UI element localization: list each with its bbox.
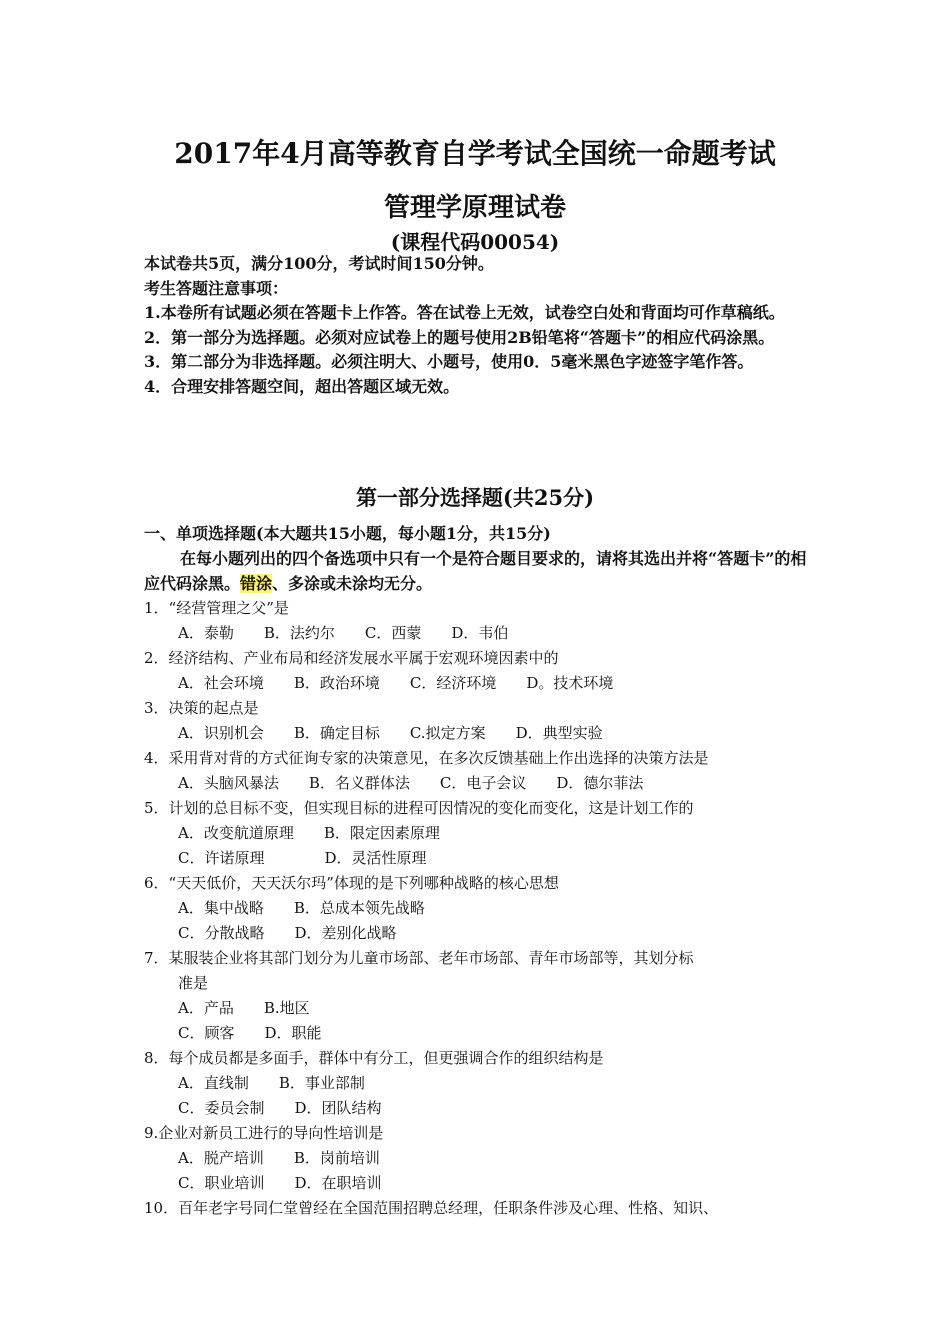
answer-options: C．委员会制 D．团队结构: [178, 1099, 382, 1117]
answer-options: 准是: [178, 974, 209, 992]
note-item: 2．第一部分为选择题。必须对应试卷上的题号使用2B铅笔将“答题卡”的相应代码涂黑。: [144, 327, 775, 347]
exam-title: 2017年4月高等教育自学考试全国统一命题考试: [174, 137, 776, 170]
question-stem: 1．“经营管理之父”是: [144, 599, 289, 617]
note-item: 4．合理安排答题空间，超出答题区域无效。: [144, 376, 460, 396]
answer-options: A．集中战略 B．总成本领先战略: [178, 899, 425, 917]
answer-options: A．改变航道原理 B．限定因素原理: [178, 824, 440, 842]
answer-options: A．泰勒 B．法约尔 C．西蒙 D．韦伯: [178, 624, 509, 642]
answer-options: C．职业培训 D．在职培训: [178, 1174, 382, 1192]
answer-options: A．产品 B.地区: [178, 999, 310, 1017]
question-stem: 4．采用背对背的方式征询专家的决策意见，在多次反馈基础上作出选择的决策方法是: [144, 749, 709, 767]
part1-header: [144, 521, 816, 596]
answer-options: C．顾客 D．职能: [178, 1024, 322, 1042]
question-stem: 3．决策的起点是: [144, 699, 259, 717]
exam-notes: [144, 252, 816, 399]
section-instruction: [144, 546, 816, 596]
note-item: 1.本卷所有试题必须在答题卡上作答。答在试卷上无效，试卷空白处和背面均可作草稿纸。: [144, 303, 785, 322]
highlighted-text: 错涂: [240, 574, 273, 593]
section-heading: 一、单项选择题(本大题共15小题，每小题1分，共15分): [144, 524, 551, 543]
answer-options: A．头脑风暴法 B．名义群体法 C．电子会议 D．德尔菲法: [178, 774, 644, 792]
note-item: 3．第二部分为非选择题。必须注明大、小题号，使用0．5毫米黑色字迹签字笔作答。: [144, 352, 754, 371]
instruction-text: 在每小题列出的四个备选项中只有一个是符合题目要求的，请将其选出并将“答题卡”的相应代码涂黑。: [144, 549, 807, 593]
exam-summary: 本试卷共5页，满分100分，考试时间150分钟。: [144, 254, 494, 273]
question-stem: 8．每个成员都是多面手，群体中有分工，但更强调合作的组织结构是: [144, 1049, 604, 1067]
part1-title: 第一部分选择题(共25分): [355, 485, 595, 510]
question-stem: 6．“天天低价，天天沃尔玛”体现的是下列哪种战略的核心思想: [144, 874, 559, 892]
answer-options: A．社会环境 B．政治环境 C．经济环境 D。技术环境: [178, 674, 614, 692]
question-stem: 9.企业对新员工进行的导向性培训是: [144, 1124, 384, 1142]
subject-title: 管理学原理试卷: [383, 193, 566, 223]
notes-heading: 考生答题注意事项：: [144, 278, 289, 298]
answer-options: A．脱产培训 B．岗前培训: [178, 1149, 380, 1167]
question-stem: 7．某服装企业将其部门划分为儿童市场部、老年市场部、青年市场部等，其划分标: [144, 949, 694, 967]
question-stem: 5．计划的总目标不变，但实现目标的进程可因情况的变化而变化，这是计划工作的: [144, 799, 694, 817]
instruction-text-end: 、多涂或未涂均无分。: [272, 574, 433, 593]
course-code: (课程代码00054): [390, 230, 560, 254]
answer-options: C．分散战略 D．差别化战略: [178, 924, 397, 942]
question-stem: 10．百年老字号同仁堂曾经在全国范围招聘总经理，任职条件涉及心理、性格、知识、: [144, 1199, 719, 1217]
answer-options: C．许诺原理 D．灵活性原理: [178, 849, 427, 867]
answer-options: A．识别机会 B．确定目标 C.拟定方案 D．典型实验: [178, 724, 603, 742]
answer-options: A．直线制 B．事业部制: [178, 1074, 365, 1092]
question-list: [144, 596, 816, 1221]
question-stem: 2．经济结构、产业布局和经济发展水平属于宏观环境因素中的: [144, 649, 559, 667]
